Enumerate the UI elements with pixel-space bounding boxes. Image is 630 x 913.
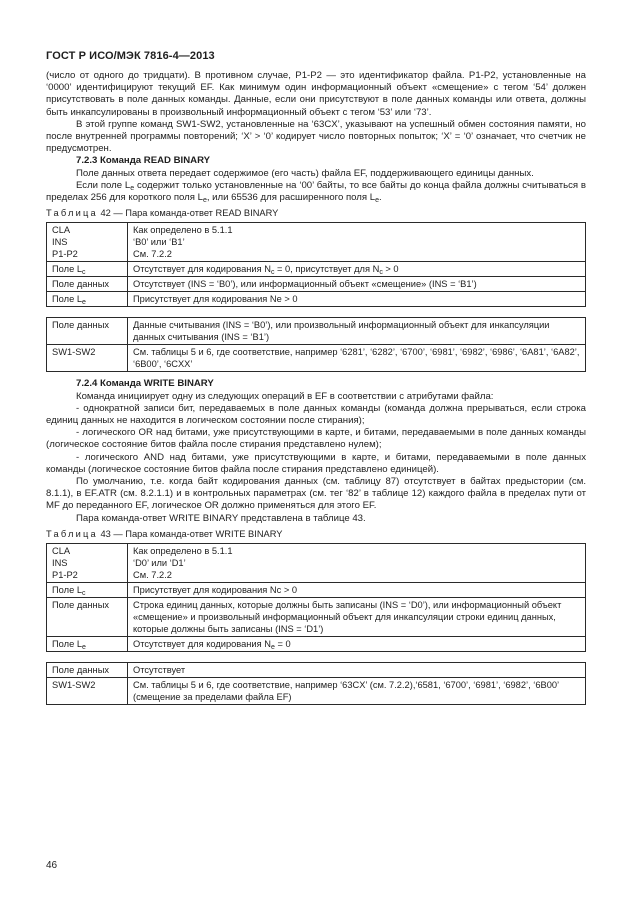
- table-row: Поле данных Отсутствует (INS = ‘B0’), или информационный объект «смещение» (INS = ‘B1’): [47, 277, 586, 292]
- section-heading-7-2-4: 7.2.4 Команда WRITE BINARY: [76, 378, 214, 390]
- table-43-command: [46, 543, 586, 652]
- table-row: Поле $L_e$ Присутствует для кодирования Ne > 0: [47, 292, 586, 307]
- table-42-command: [46, 222, 586, 307]
- table-row: Поле данных Данные считывания (INS = ‘B0’), или произвольный информационный объект для инкапсуляции данных считывания (INS = ‘B1’): [47, 318, 586, 345]
- table-row: CLA INS P1-P2 Как определено в 5.1.1 ‘D0’ или ‘D1’ См. 7.2.2: [47, 544, 586, 583]
- page-number: 46: [46, 860, 58, 871]
- table-row: SW1-SW2 См. таблицы 5 и 6, где соответствие, например ‘63CX’ (см. 7.2.2),‘6581, ‘6700’, ‘6981’, ‘6982’, ‘6B00’ (смещение за пределами файла EF): [47, 678, 586, 705]
- table-caption: Таблица 43 — Пара команда-ответ WRITE BINARY: [46, 528, 283, 539]
- page-header: ГОСТ Р ИСО/МЭК 7816-4—2013: [46, 50, 215, 62]
- table-row: Поле $L_c$ Присутствует для кодирования Nc > 0: [47, 583, 586, 598]
- table-caption: Таблица 42 — Пара команда-ответ READ BINARY: [46, 208, 279, 219]
- intro-paragraph: (число от одного до тридцати). В противном случае, P1-P2 — это идентификатор файла. P1-P2, установленные на ‘0000’ идентифицируют текущий EF. Как минимум один информационный объект «смещение» с тегом ‘54’ должен присутствовать в поле данных команды. Данные, если они присутствуют в поле данных команды или ответа, должны быть инкапсулированы в произвольный информационный объект с тегом ‘53’ или ‘73’.: [46, 70, 586, 118]
- intro-paragraph: В этой группе команд SW1-SW2, установленные на ‘63CX’, указывают на успешный обмен состояния памяти, но после внутренней программы повторений; ‘X’ > ‘0’ кодирует число повторных попыток; ‘X’ = ‘0’ означает, что счетчик не предусмотрен.: [46, 118, 586, 155]
- list-item: - логического AND над битами, уже присутствующими в карте, и битами, передаваемыми в поле данных команды (логическое состояние битов файла после стирания представлено единицей).: [46, 451, 586, 475]
- table-row: Поле $L_e$ Отсутствует для кодирования $N_e = 0$: [47, 637, 586, 652]
- paragraph: По умолчанию, т.е. когда байт кодирования данных (см. таблицу 87) отсутствует в байтах предыстории (см. 8.1.1), в EF.ATR (см. 8.2.1.1) и в контрольных параметрах (см. тег ‘82’ в таблице 12) каждого файла в пределах пути от MF до переданного EF, логическое OR должно применяться для этого EF.: [46, 476, 586, 512]
- table-row: SW1-SW2 См. таблицы 5 и 6, где соответствие, например ‘6281’, ‘6282’, ‘6700’, ‘6981’, ‘6982’, ‘6986’, ‘6A81’, ‘6A82’, ‘6B00’, ‘6CXX’: [47, 345, 586, 372]
- section-heading-7-2-3: 7.2.3 Команда READ BINARY: [76, 155, 211, 167]
- table-row: Поле данных Отсутствует: [47, 663, 586, 678]
- paragraph: Поле данных ответа передает содержимое (его часть) файла EF, поддерживающего единицы данных.: [76, 167, 534, 179]
- paragraph: Пара команда-ответ WRITE BINARY представлена в таблице 43.: [76, 512, 366, 524]
- paragraph: Если поле $L_e$ содержит только установленные на ‘00’ байты, то все байты до конца файла должны считываться в пределах 256 для короткого поля $L_e$, или 65536 для расширенного поля $L_e$.: [46, 179, 586, 205]
- page-content: [46, 70, 586, 705]
- table-43-response: [46, 662, 586, 705]
- paragraph: Команда инициирует одну из следующих операций в EF в соответствии с атрибутами файла:: [76, 390, 494, 402]
- list-item: - логического OR над битами, уже присутствующими в карте, и битами, передаваемыми в поле данных команды (логическое состояние битов файла после стирания представлено нулем);: [46, 427, 586, 451]
- table-row: CLA INS P1-P2 Как определено в 5.1.1 ‘B0’ или ‘B1’ См. 7.2.2: [47, 223, 586, 262]
- table-row: Поле данных Строка единиц данных, которые должны быть записаны (INS = ‘D0’), или информационный объект «смещение» и произвольный информационный объект для инкапсуляции строки единиц данных, которые должны быть записаны (INS = ‘D1’): [47, 598, 586, 637]
- list-item: - однократной записи бит, передаваемых в поле данных команды (команда должна прерываться, если строка единиц данных не находится в логическом состоянии после стирания);: [46, 402, 586, 427]
- table-row: Поле $L_c$ Отсутствует для кодирования $N_c = 0$, присутствует для $N_c > 0$: [47, 262, 586, 277]
- table-42-response: [46, 317, 586, 372]
